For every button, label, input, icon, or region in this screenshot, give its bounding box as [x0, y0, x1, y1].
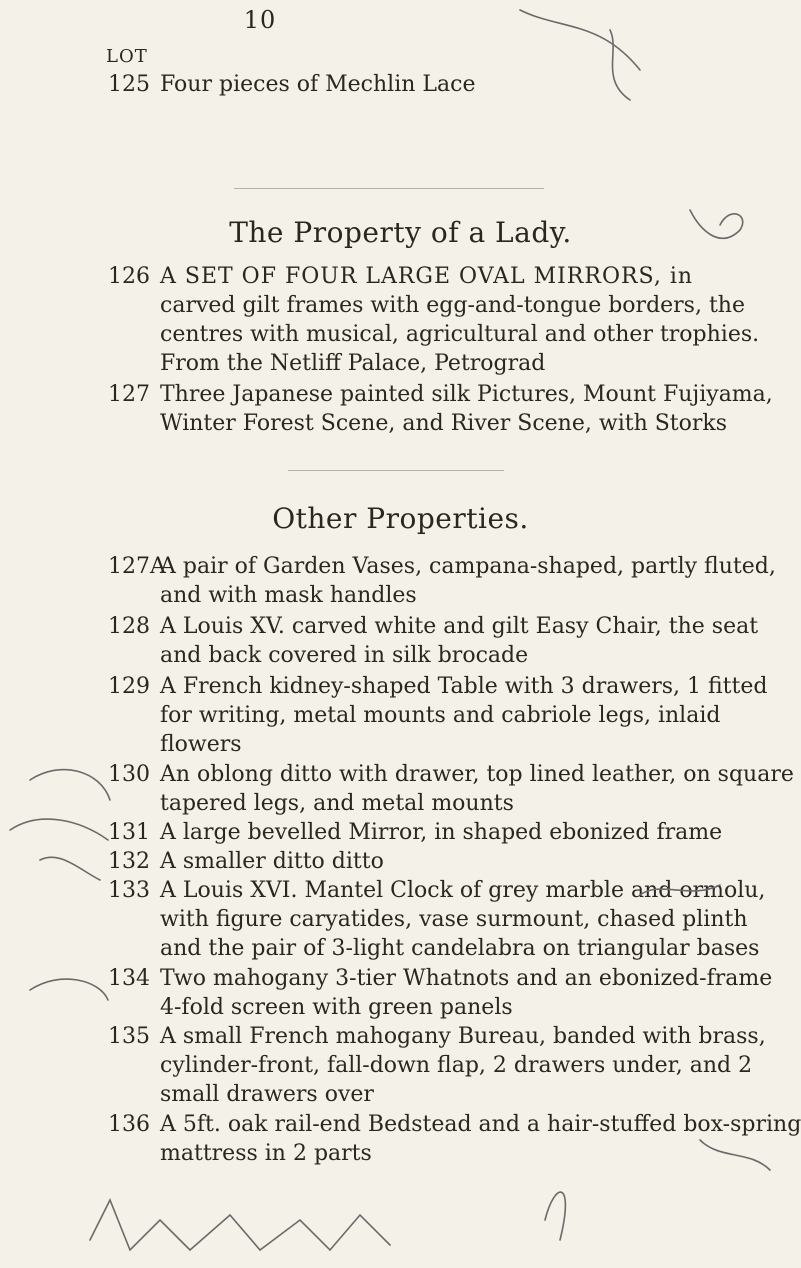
- lot-text: and the pair of 3-light candelabra on triangular bases: [160, 936, 760, 961]
- lot-text: Winter Forest Scene, and River Scene, with Storks: [160, 411, 728, 436]
- lot-text: A pair of Garden Vases, campana-shaped, partly fluted,: [160, 554, 776, 579]
- lot-number: 125: [108, 72, 150, 97]
- lot-135: [108, 1022, 768, 1109]
- page-number: 10: [243, 6, 277, 34]
- lot-132: [108, 847, 768, 876]
- lot-text: tapered legs, and metal mounts: [160, 791, 514, 816]
- lot-text: and back covered in silk brocade: [160, 643, 529, 668]
- lot-text: 4-fold screen with green panels: [160, 995, 513, 1020]
- lot-number: 131: [108, 820, 150, 845]
- lot-number: 126: [108, 264, 150, 289]
- lot-136: [108, 1110, 801, 1168]
- divider: [234, 188, 544, 189]
- divider: [288, 470, 504, 471]
- lot-134: [108, 964, 773, 1022]
- lot-text: A 5ft. oak rail-end Bedstead and a hair-stuffed box-spring: [160, 1112, 801, 1137]
- lot-text: centres with musical, agricultural and other trophies.: [160, 322, 760, 347]
- lot-text: A small French mahogany Bureau, banded with brass,: [160, 1024, 766, 1049]
- lot-text: and with mask handles: [160, 583, 417, 608]
- lot-text: flowers: [160, 732, 242, 757]
- lot-126: [108, 262, 768, 378]
- lot-column-header: LOT: [106, 46, 148, 67]
- lot-133: [108, 876, 768, 963]
- lot-125: [108, 70, 768, 99]
- lot-text: A smaller ditto ditto: [160, 849, 384, 874]
- lot-number: 129: [108, 674, 150, 699]
- lot-128: [108, 612, 768, 670]
- lot-number: 132: [108, 849, 150, 874]
- lot-127a: [108, 552, 776, 610]
- lot-text: Four pieces of Mechlin Lace: [160, 72, 476, 97]
- lot-text: A Louis XVI. Mantel Clock of grey marble and ormolu,: [160, 878, 766, 903]
- lot-text: A French kidney-shaped Table with 3 drawers, 1 fitted: [160, 674, 768, 699]
- section-title-lady: The Property of a Lady.: [229, 216, 572, 249]
- lot-number: 130: [108, 762, 150, 787]
- lot-131: [108, 818, 768, 847]
- lot-text: cylinder-front, fall-down flap, 2 drawers under, and 2: [160, 1053, 753, 1078]
- lot-129: [108, 672, 768, 759]
- lot-text: with figure caryatides, vase surmount, chased plinth: [160, 907, 748, 932]
- lot-number: 127: [108, 382, 150, 407]
- lot-text: A Louis XV. carved white and gilt Easy Chair, the seat: [160, 614, 759, 639]
- lot-number: 136: [108, 1112, 150, 1137]
- lot-text: A large bevelled Mirror, in shaped ebonized frame: [160, 820, 723, 845]
- lot-text: for writing, metal mounts and cabriole legs, inlaid: [160, 703, 721, 728]
- lot-number: 133: [108, 878, 150, 903]
- lot-127: [108, 380, 773, 438]
- lot-text: A SET OF FOUR LARGE OVAL MIRRORS, in: [160, 264, 694, 289]
- lot-text: carved gilt frames with egg-and-tongue borders, the: [160, 293, 745, 318]
- lot-text: An oblong ditto with drawer, top lined leather, on square: [160, 762, 794, 787]
- lot-text: Two mahogany 3-tier Whatnots and an ebonized-frame: [160, 966, 773, 991]
- lot-number: 128: [108, 614, 150, 639]
- section-title-other: Other Properties.: [272, 502, 529, 535]
- lot-number: 135: [108, 1024, 150, 1049]
- lot-number: 134: [108, 966, 150, 991]
- lot-number: 127A: [108, 554, 166, 579]
- lot-text: Three Japanese painted silk Pictures, Mount Fujiyama,: [160, 382, 773, 407]
- lot-130: [108, 760, 794, 818]
- lot-text: From the Netliff Palace, Petrograd: [160, 351, 546, 376]
- lot-text: mattress in 2 parts: [160, 1141, 372, 1166]
- lot-text: small drawers over: [160, 1082, 374, 1107]
